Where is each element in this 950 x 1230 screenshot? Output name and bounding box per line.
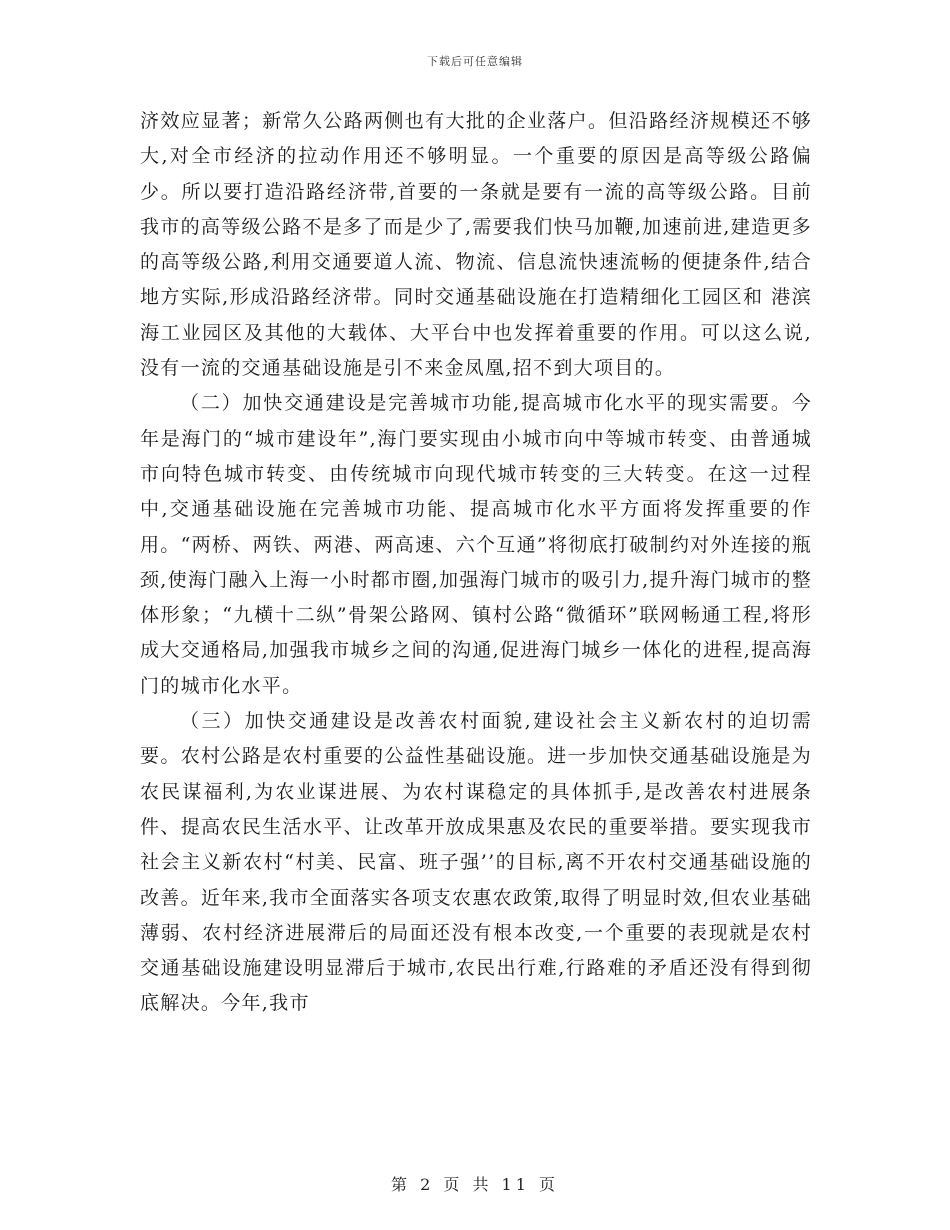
document-body [140, 104, 812, 1022]
paragraph-section-3: （三）加快交通建设是改善农村面貌,建设社会主义新农村的迫切需要。农村公路是农村重要的公益性基础设施。进一步加快交通基础设施是为农民谋福利,为农业谋进展、为农村谋稳定的具体抓手,是改善农村进展条件、提高农民生活水平、让改革开放成果惠及农民的重要举措。要实现我市社会主义新农村“村美、民富、班子强’’的目标,离不开农村交通基础设施的改善。近年来,我市全面落实各项支农惠农政策,取得了明显时效,但农业基础薄弱、农村经济进展滞后的局面还没有根本改变,一个重要的表现就是农村交通基础设施建设明显滞后于城市,农民出行难,行路难的矛盾还没有得到彻底解决。今年,我市 [140, 710, 812, 1015]
page-header-note: 下载后可任意编辑 [427, 55, 523, 68]
paragraph-section-2: （二）加快交通建设是完善城市功能,提高城市化水平的现实需要。今年是海门的“城市建设年”,海门要实现由小城市向中等城市转变、由普通城市向特色城市转变、由传统城市向现代城市转变的三大转变。在这一过程中,交通基础设施在完善城市功能、提高城市化水平方面将发挥重要的作用。“两桥、两铁、两港、两高速、六个互通”将彻底打破制约对外连接的瓶颈,使海门融入上海一小时都市圈,加强海门城市的吸引力,提升海门城市的整体形象；“九横十二纵”骨架公路网、镇村公路“微循环”联网畅通工程,将形成大交通格局,加强我市城乡之间的沟通,促进海门城乡一体化的进程,提高海门的城市化水平。 [140, 392, 812, 697]
page-number: 第 2 页 共 11 页 [391, 1175, 559, 1194]
paragraph-continuation: 济效应显著；新常久公路两侧也有大批的企业落户。但沿路经济规模还不够大,对全市经济的拉动作用还不够明显。一个重要的原因是高等级公路偏少。所以要打造沿路经济带,首要的一条就是要有一流的高等级公路。目前我市的高等级公路不是多了而是少了,需要我们快马加鞭,加速前进,建造更多的高等级公路,利用交通要道人流、物流、信息流快速流畅的便捷条件,结合地方实际,形成沿路经济带。同时交通基础设施在打造精细化工园区和 港滨海工业园区及其他的大载体、大平台中也发挥着重要的作用。可以这么说,没有一流的交通基础设施是引不来金凤凰,招不到大项目的。 [140, 110, 812, 380]
